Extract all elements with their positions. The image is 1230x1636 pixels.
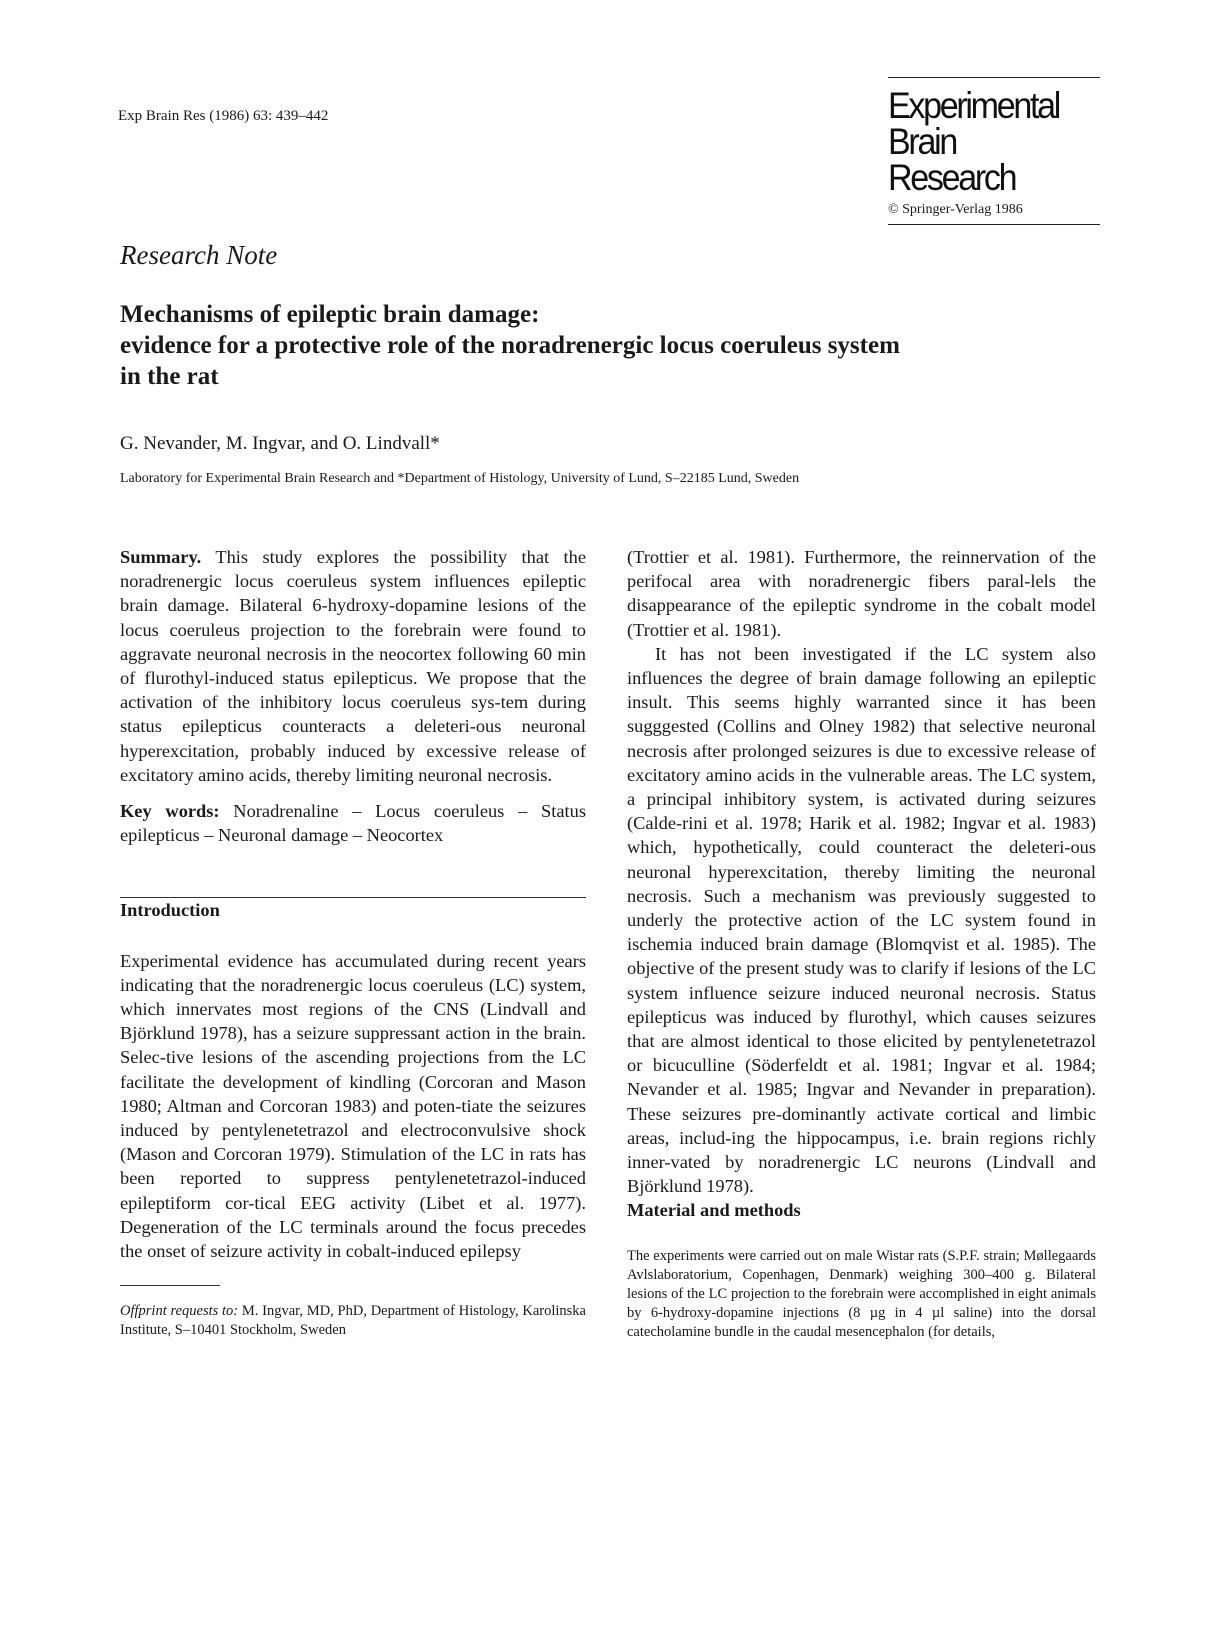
keywords-paragraph [120,799,586,847]
methods-heading: Material and methods [627,1200,801,1221]
right-paragraph-1: (Trottier et al. 1981). Furthermore, the reinnervation of the perifocal area with noradrenergic fibers paral-lels the disappearance of the epileptic syndrome in the cobalt model (Trottier et al. 1981). [627,547,1096,640]
title-line-3: in the rat [120,363,219,390]
paper-title [120,299,1080,392]
summary-text: This study explores the possibility that the noradrenergic locus coeruleus system influences epileptic brain damage. Bilateral 6-hydroxy-dopamine lesions of the locus coeruleus projection to the forebrain were found to aggravate neuronal necrosis in the neocortex following 60 min of flurothyl-induced status epilepticus. We propose that the activation of the inhibitory locus coeruleus sys-tem during status epilepticus counteracts a deleteri-ous neuronal hyperexcitation, probably induced by excessive release of excitatory amino acids, thereby limiting neuronal necrosis. [120,547,586,785]
introduction-heading: Introduction [120,900,220,921]
affiliation: Laboratory for Experimental Brain Research and *Department of Histology, University of Lund, S–22185 Lund, Sweden [120,471,800,486]
masthead-rule [888,77,1100,78]
summary-paragraph [120,545,586,787]
left-column [120,545,586,1340]
journal-citation: Exp Brain Res (1986) 63: 439–442 [118,108,329,124]
title-line-2: evidence for a protective role of the noradrenergic locus coeruleus system [120,332,900,359]
copyright-notice: © Springer-Verlag 1986 [888,202,1100,225]
right-column [627,545,1096,1342]
footnote-label: Offprint requests to: [120,1303,239,1320]
offprint-footnote [120,1302,586,1340]
author-list: G. Nevander, M. Ingvar, and O. Lindvall* [120,433,440,454]
section-label: Research Note [120,240,278,270]
journal-logo-line1: Experimental [888,85,1060,126]
footnote-rule [120,1285,220,1286]
journal-masthead [888,77,1100,225]
methods-text: The experiments were carried out on male Wistar rats (S.P.F. strain; Møllegaards Avlslaboratorium, Copenhagen, Denmark) weighing 300–400 g. Bilateral lesions of the LC projection to the forebrain were accomplished in eight animals by 6-hydroxy-dopamine injections (8 µg in 4 µl saline) into the dorsal catecholamine bundle in the caudal mesencephalon (for details, [627,1247,1096,1340]
journal-logo-line2: Brain Research [888,121,1016,198]
footnote-text: M. Ingvar, MD, PhD, Department of Histology, Karolinska Institute, S–10401 Stockholm, Sweden [120,1303,586,1339]
right-paragraph-2: It has not been investigated if the LC system also influences the degree of brain damage following an epileptic insult. This seems highly warranted since it has been sugggested (Collins and Olney 1982) that selective neuronal necrosis after prolonged seizures is due to excessive release of excitatory amino acids in the vulnerable areas. The LC system, a principal inhibitory system, is activated during seizures (Calde-rini et al. 1978; Harik et al. 1982; Ingvar et al. 1983) which, hypothetically, could counteract the deleteri-ous neuronal hyperexcitation, thereby limiting the neuronal necrosis. Such a mechanism was previously suggested to underly the protective action of the LC system found in ischemia induced brain damage (Blomqvist et al. 1985). The objective of the present study was to clarify if lesions of the LC system influence seizure induced neuronal necrosis. Status epilepticus was induced by flurothyl, which causes seizures that are almost identical to those elicited by pentylenetetrazol or bicuculline (Söderfeldt et al. 1981; Ingvar et al. 1984; Nevander et al. 1985; Ingvar and Nevander in preparation). These seizures pre-dominantly activate cortical and limbic areas, includ-ing the hippocampus, i.e. brain regions richly inner-vated by noradrenergic LC neurons (Lindvall and Björklund 1978). [627,643,1096,1197]
journal-logo [888,85,1083,198]
keywords-label: Key words: [120,801,220,822]
summary-label: Summary. [120,547,202,567]
introduction-text: Experimental evidence has accumulated during recent years indicating that the noradrenergic locus coeruleus (LC) system, which innervates most regions of the CNS (Lindvall and Björklund 1978), has a seizure suppressant action in the brain. Selec-tive lesions of the ascending projections from the LC facilitate the development of kindling (Corcoran and Mason 1980; Altman and Corcoran 1983) and poten-tiate the seizures induced by pentylenetetrazol and electroconvulsive shock (Mason and Corcoran 1979). Stimulation of the LC in rats has been reported to suppress pentylenetetrazol-induced epileptiform cor-tical EEG activity (Libet et al. 1977). Degeneration of the LC terminals around the focus precedes the onset of seizure activity in cobalt-induced epilepsy [120,950,586,1262]
title-line-1: Mechanisms of epileptic brain damage: [120,301,540,328]
keywords-text: Noradrenaline – Locus coeruleus – Status epilepticus – Neuronal damage – Neocortex [120,801,586,846]
